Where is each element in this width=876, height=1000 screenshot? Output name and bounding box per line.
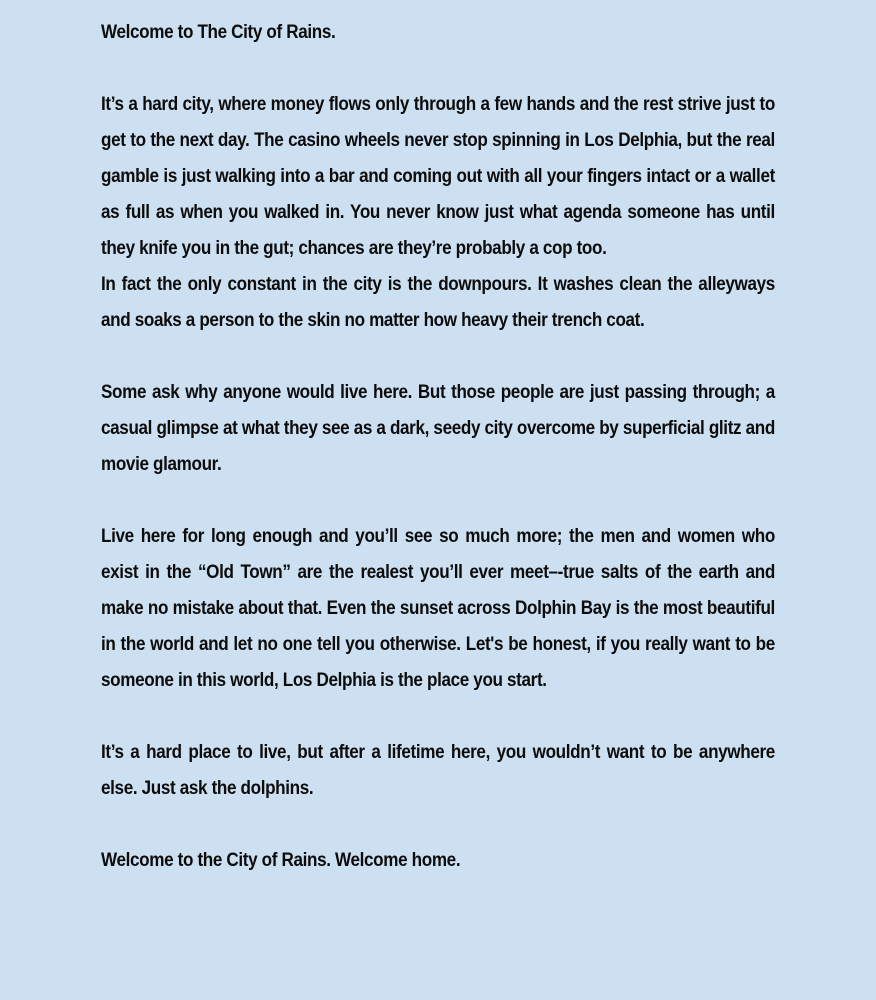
paragraph-hard-city: It’s a hard city, where money flows only through a few hands and the rest strive just to get to the next day. The casino wheels never stop spinning in Los Delphia, but the real gamble is just walking into a bar and coming out with all your fingers intact or a wallet as full as when you walked in. You never know just what agenda someone has until they knife you in the gut; chances are they’re probably a cop too.	[101, 94, 775, 259]
greeting-line: Welcome to The City of Rains.	[101, 22, 336, 43]
paragraph-spacer	[101, 339, 775, 375]
paragraph-spacer	[101, 483, 775, 519]
paragraph-passing-through: Some ask why anyone would live here. But those people are just passing through; a casual glimpse at what they see as a dark, seedy city overcome by superficial glitz and movie glamour.	[101, 382, 775, 475]
paragraph-downpours: In fact the only constant in the city is the downpours. It washes clean the alleyways and soaks a person to the skin no matter how heavy their trench coat.	[101, 274, 775, 331]
closing-line: Welcome to the City of Rains. Welcome home.	[101, 850, 461, 871]
paragraph-old-town: Live here for long enough and you’ll see so much more; the men and women who exist in the “Old Town” are the realest you’ll ever meet–-true salts of the earth and make no mistake about that. Even the sunset across Dolphin Bay is the most beautiful in the world and let no one tell you otherwise. Let's be honest, if you really want to be someone in this world, Los Delphia is the place you start.	[101, 526, 775, 691]
paragraph-spacer	[101, 807, 775, 843]
article-body	[101, 15, 775, 879]
paragraph-hard-place: It’s a hard place to live, but after a lifetime here, you wouldn’t want to be anywhere else. Just ask the dolphins.	[101, 742, 775, 799]
paragraph-spacer	[101, 699, 775, 735]
paragraph-spacer	[101, 51, 775, 87]
